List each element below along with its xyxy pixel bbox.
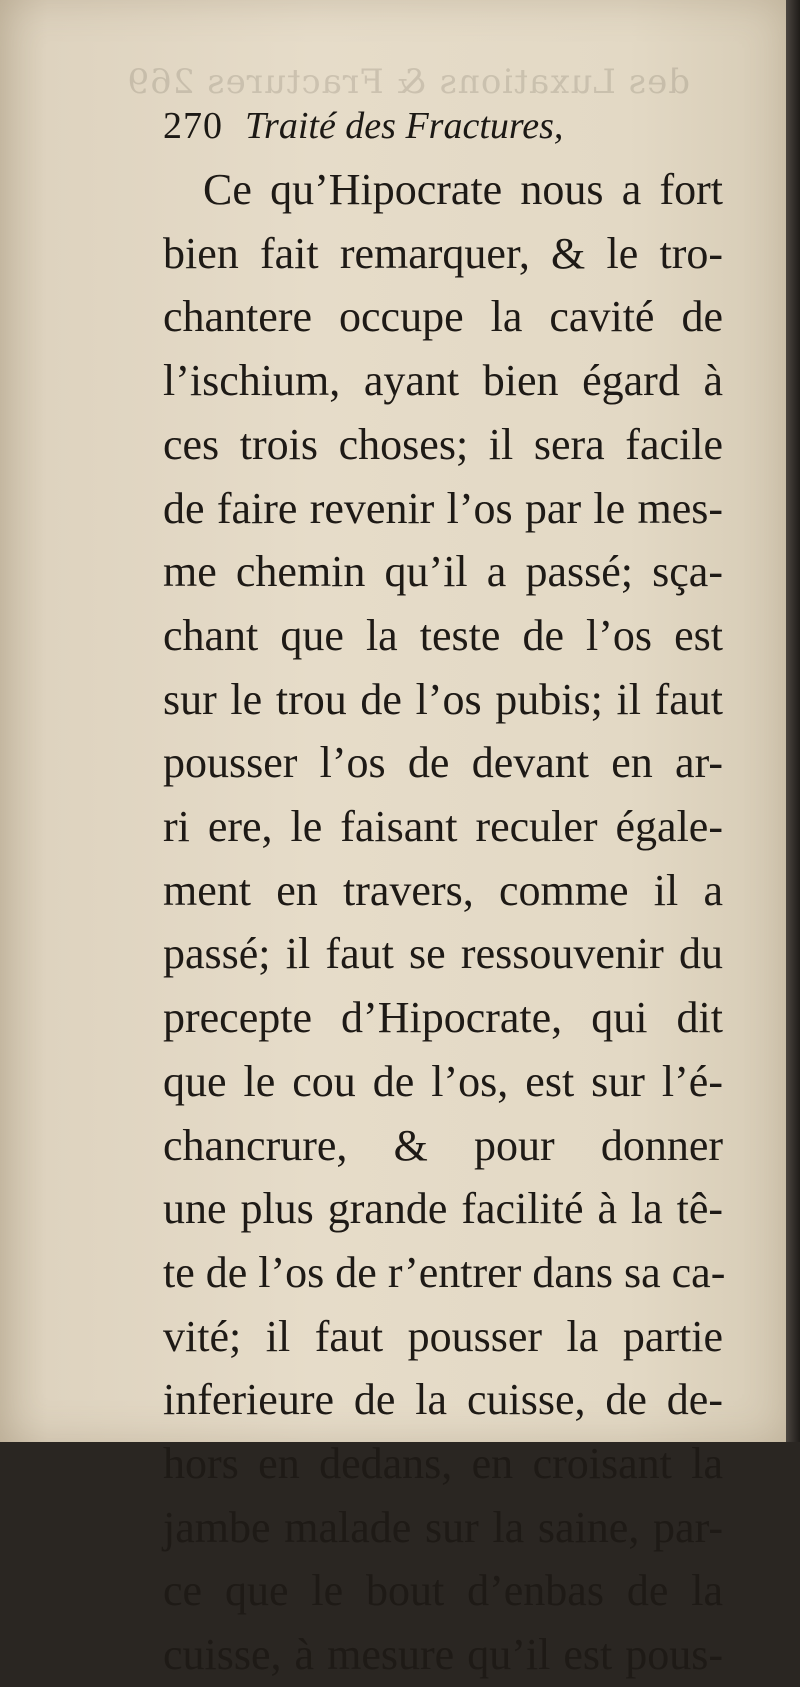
book-edge-shadow [786, 0, 800, 1442]
text-line: ces trois choses; il sera facile [163, 419, 723, 469]
text-line: une plus grande facilité à la tê- [163, 1184, 723, 1234]
running-title: Traité des Fractures, [245, 105, 564, 147]
text-line: bien fait remarquer, & le tro- [163, 228, 723, 278]
text-line: vité; il faut pousser la partie [163, 1311, 723, 1361]
text-line: que le cou de l’os, est sur l’é- [163, 1056, 723, 1106]
page-number: 270 [163, 105, 223, 147]
text-line: me chemin qu’il a passé; sça- [163, 547, 723, 597]
text-line: de faire revenir l’os par le mes- [163, 483, 723, 533]
text-line: inferieure de la cuisse, de de- [163, 1375, 723, 1425]
text-line: cuisse, à mesure qu’il est pous- [163, 1630, 723, 1680]
text-line: passé; il faut se ressouvenir du [163, 929, 723, 979]
text-line: hors en dedans, en croisant la [163, 1439, 723, 1489]
text-line: jambe malade sur la saine, par- [163, 1502, 723, 1552]
text-line: l’ischium, ayant bien égard à [163, 356, 723, 406]
text-line: ment en travers, comme il a [163, 865, 723, 915]
text-line: pousser l’os de devant en ar- [163, 738, 723, 788]
text-line: ri ere, le faisant reculer égale- [163, 802, 723, 852]
page-header [163, 104, 563, 148]
text-line: ce que le bout d’enbas de la [163, 1566, 723, 1616]
text-line: chant que la teste de l’os est [163, 610, 723, 660]
text-line: chancrure, & pour donner [163, 1120, 723, 1170]
text-line: sur le trou de l’os pubis; il faut [163, 674, 723, 724]
body-text [163, 158, 726, 1687]
text-line: te de l’os de r’entrer dans sa ca- [163, 1247, 726, 1297]
text-line: precepte d’Hipocrate, qui dit [163, 993, 723, 1043]
show-through-text: des Luxations & Fractures 269 [126, 62, 690, 102]
text-line: chantere occupe la cavité de [163, 292, 723, 342]
text-line: Ce qu’Hipocrate nous a fort [203, 165, 723, 214]
